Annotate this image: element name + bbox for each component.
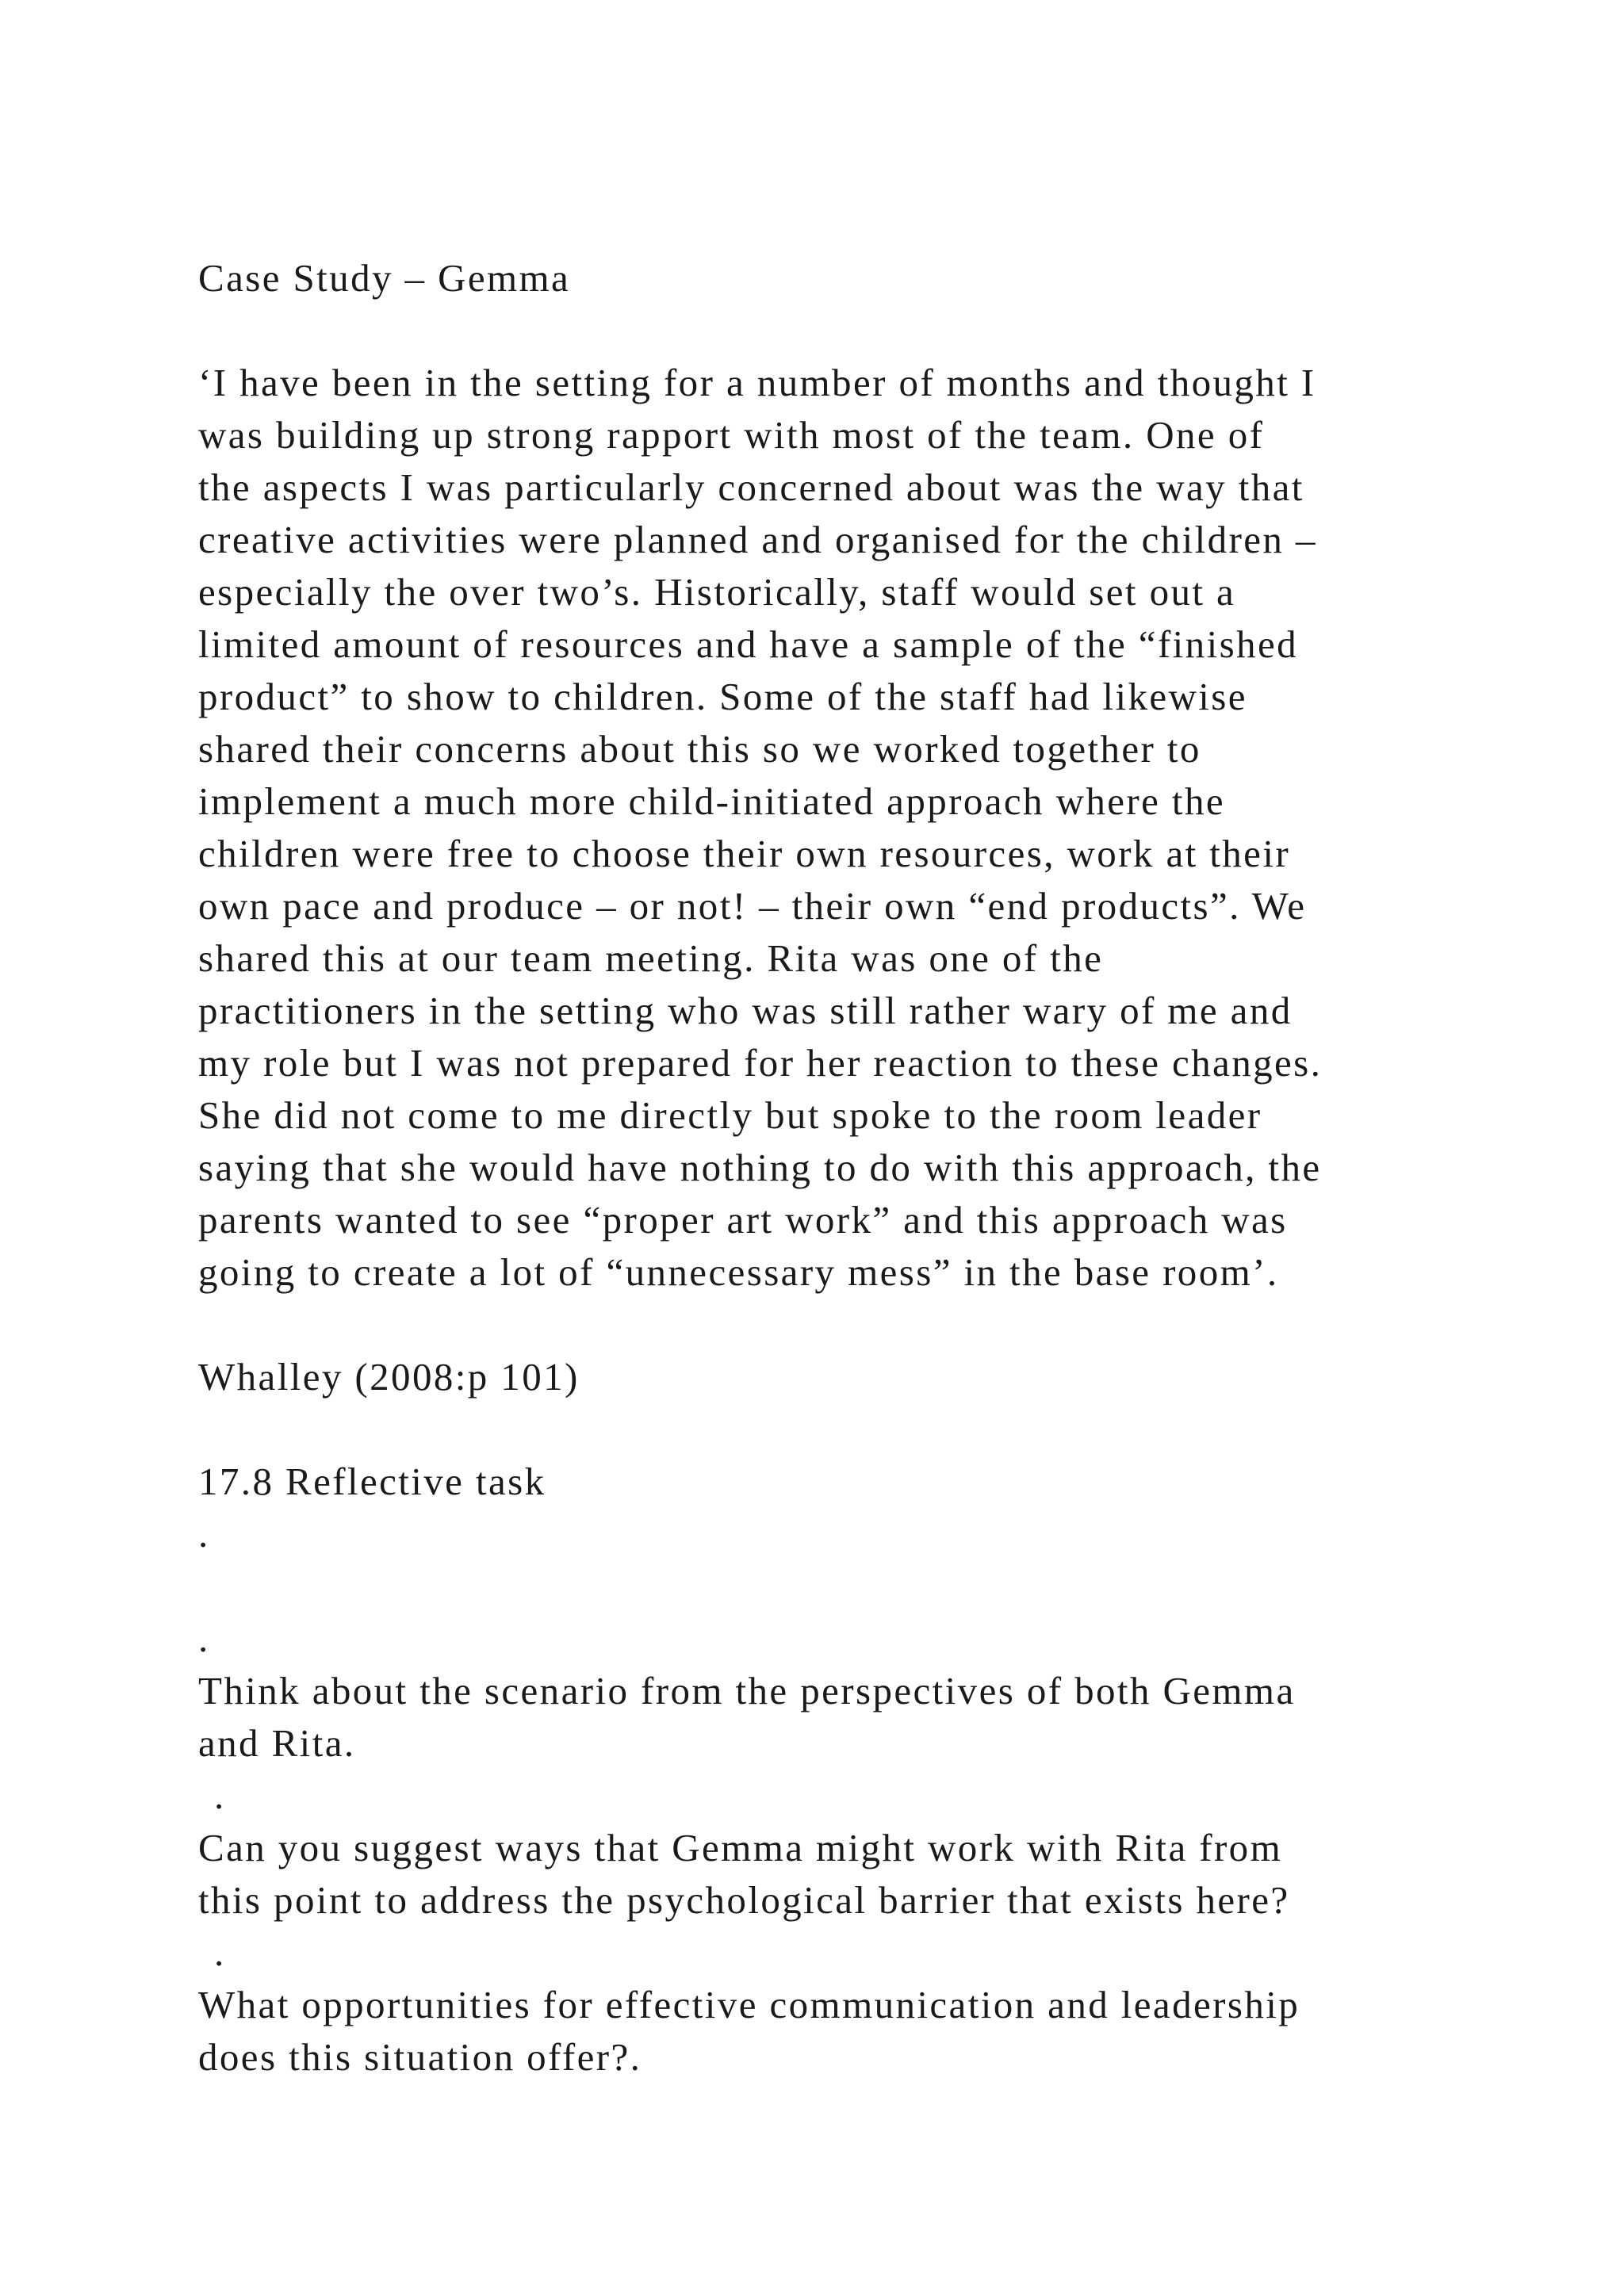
passage-line: ‘I have been in the setting for a number of months and thought I [198, 361, 1316, 404]
passage-line: parents wanted to see “proper art work” and this approach was [198, 1198, 1288, 1242]
passage-line: creative activities were planned and organised for the children – [198, 518, 1317, 561]
document-title: Case Study – Gemma [198, 256, 571, 300]
spacer [198, 304, 1507, 357]
question-item [198, 1822, 1507, 1927]
passage-line: She did not come to me directly but spoke to the room leader [198, 1093, 1262, 1137]
passage-line: shared their concerns about this so we worked together to [198, 727, 1201, 771]
passage-line: especially the over two’s. Historically, staff would set out a [198, 570, 1236, 614]
passage-line: saying that she would have nothing to do with this approach, the [198, 1146, 1322, 1189]
question-line: Can you suggest ways that Gemma might work with Rita from [198, 1826, 1283, 1869]
passage-line: product” to show to children. Some of the staff had likewise [198, 675, 1247, 718]
question-line: this point to address the psychological barrier that exists here? [198, 1878, 1290, 1922]
question-line: Think about the scenario from the perspectives of both Gemma [198, 1669, 1296, 1712]
case-study-passage [198, 357, 1507, 1299]
task-heading: 17.8 Reflective task [198, 1460, 546, 1503]
passage-line: own pace and produce – or not! – their own “end products”. We [198, 884, 1307, 928]
passage-line: the aspects I was particularly concerned about was the way that [198, 465, 1304, 509]
passage-line: implement a much more child-initiated approach where the [198, 779, 1225, 823]
question-item [198, 1665, 1507, 1770]
document-body [198, 252, 1507, 2084]
spacer [198, 1403, 1507, 1456]
question-item [198, 1979, 1507, 2084]
bullet-marker: . [198, 1617, 210, 1660]
passage-line: shared this at our team meeting. Rita was one of the [198, 936, 1104, 980]
question-line: What opportunities for effective communication and leadership [198, 1983, 1300, 2026]
passage-line: practitioners in the setting who was still rather wary of me and [198, 989, 1293, 1032]
bullet-marker: . [198, 1512, 210, 1556]
passage-line: was building up strong rapport with most of the team. One of [198, 413, 1265, 457]
question-line: and Rita. [198, 1721, 356, 1765]
bullet-marker: . [214, 1931, 226, 1974]
passage-line: my role but I was not prepared for her reaction to these changes. [198, 1041, 1323, 1085]
passage-line: children were free to choose their own resources, work at their [198, 832, 1291, 875]
spacer [198, 1560, 1507, 1613]
citation: Whalley (2008:p 101) [198, 1355, 580, 1399]
question-line: does this situation offer?. [198, 2035, 642, 2079]
passage-line: going to create a lot of “unnecessary mess” in the base room’. [198, 1250, 1279, 1294]
passage-line: limited amount of resources and have a sample of the “finished [198, 622, 1299, 666]
spacer [198, 1299, 1507, 1351]
bullet-marker: . [214, 1774, 226, 1817]
